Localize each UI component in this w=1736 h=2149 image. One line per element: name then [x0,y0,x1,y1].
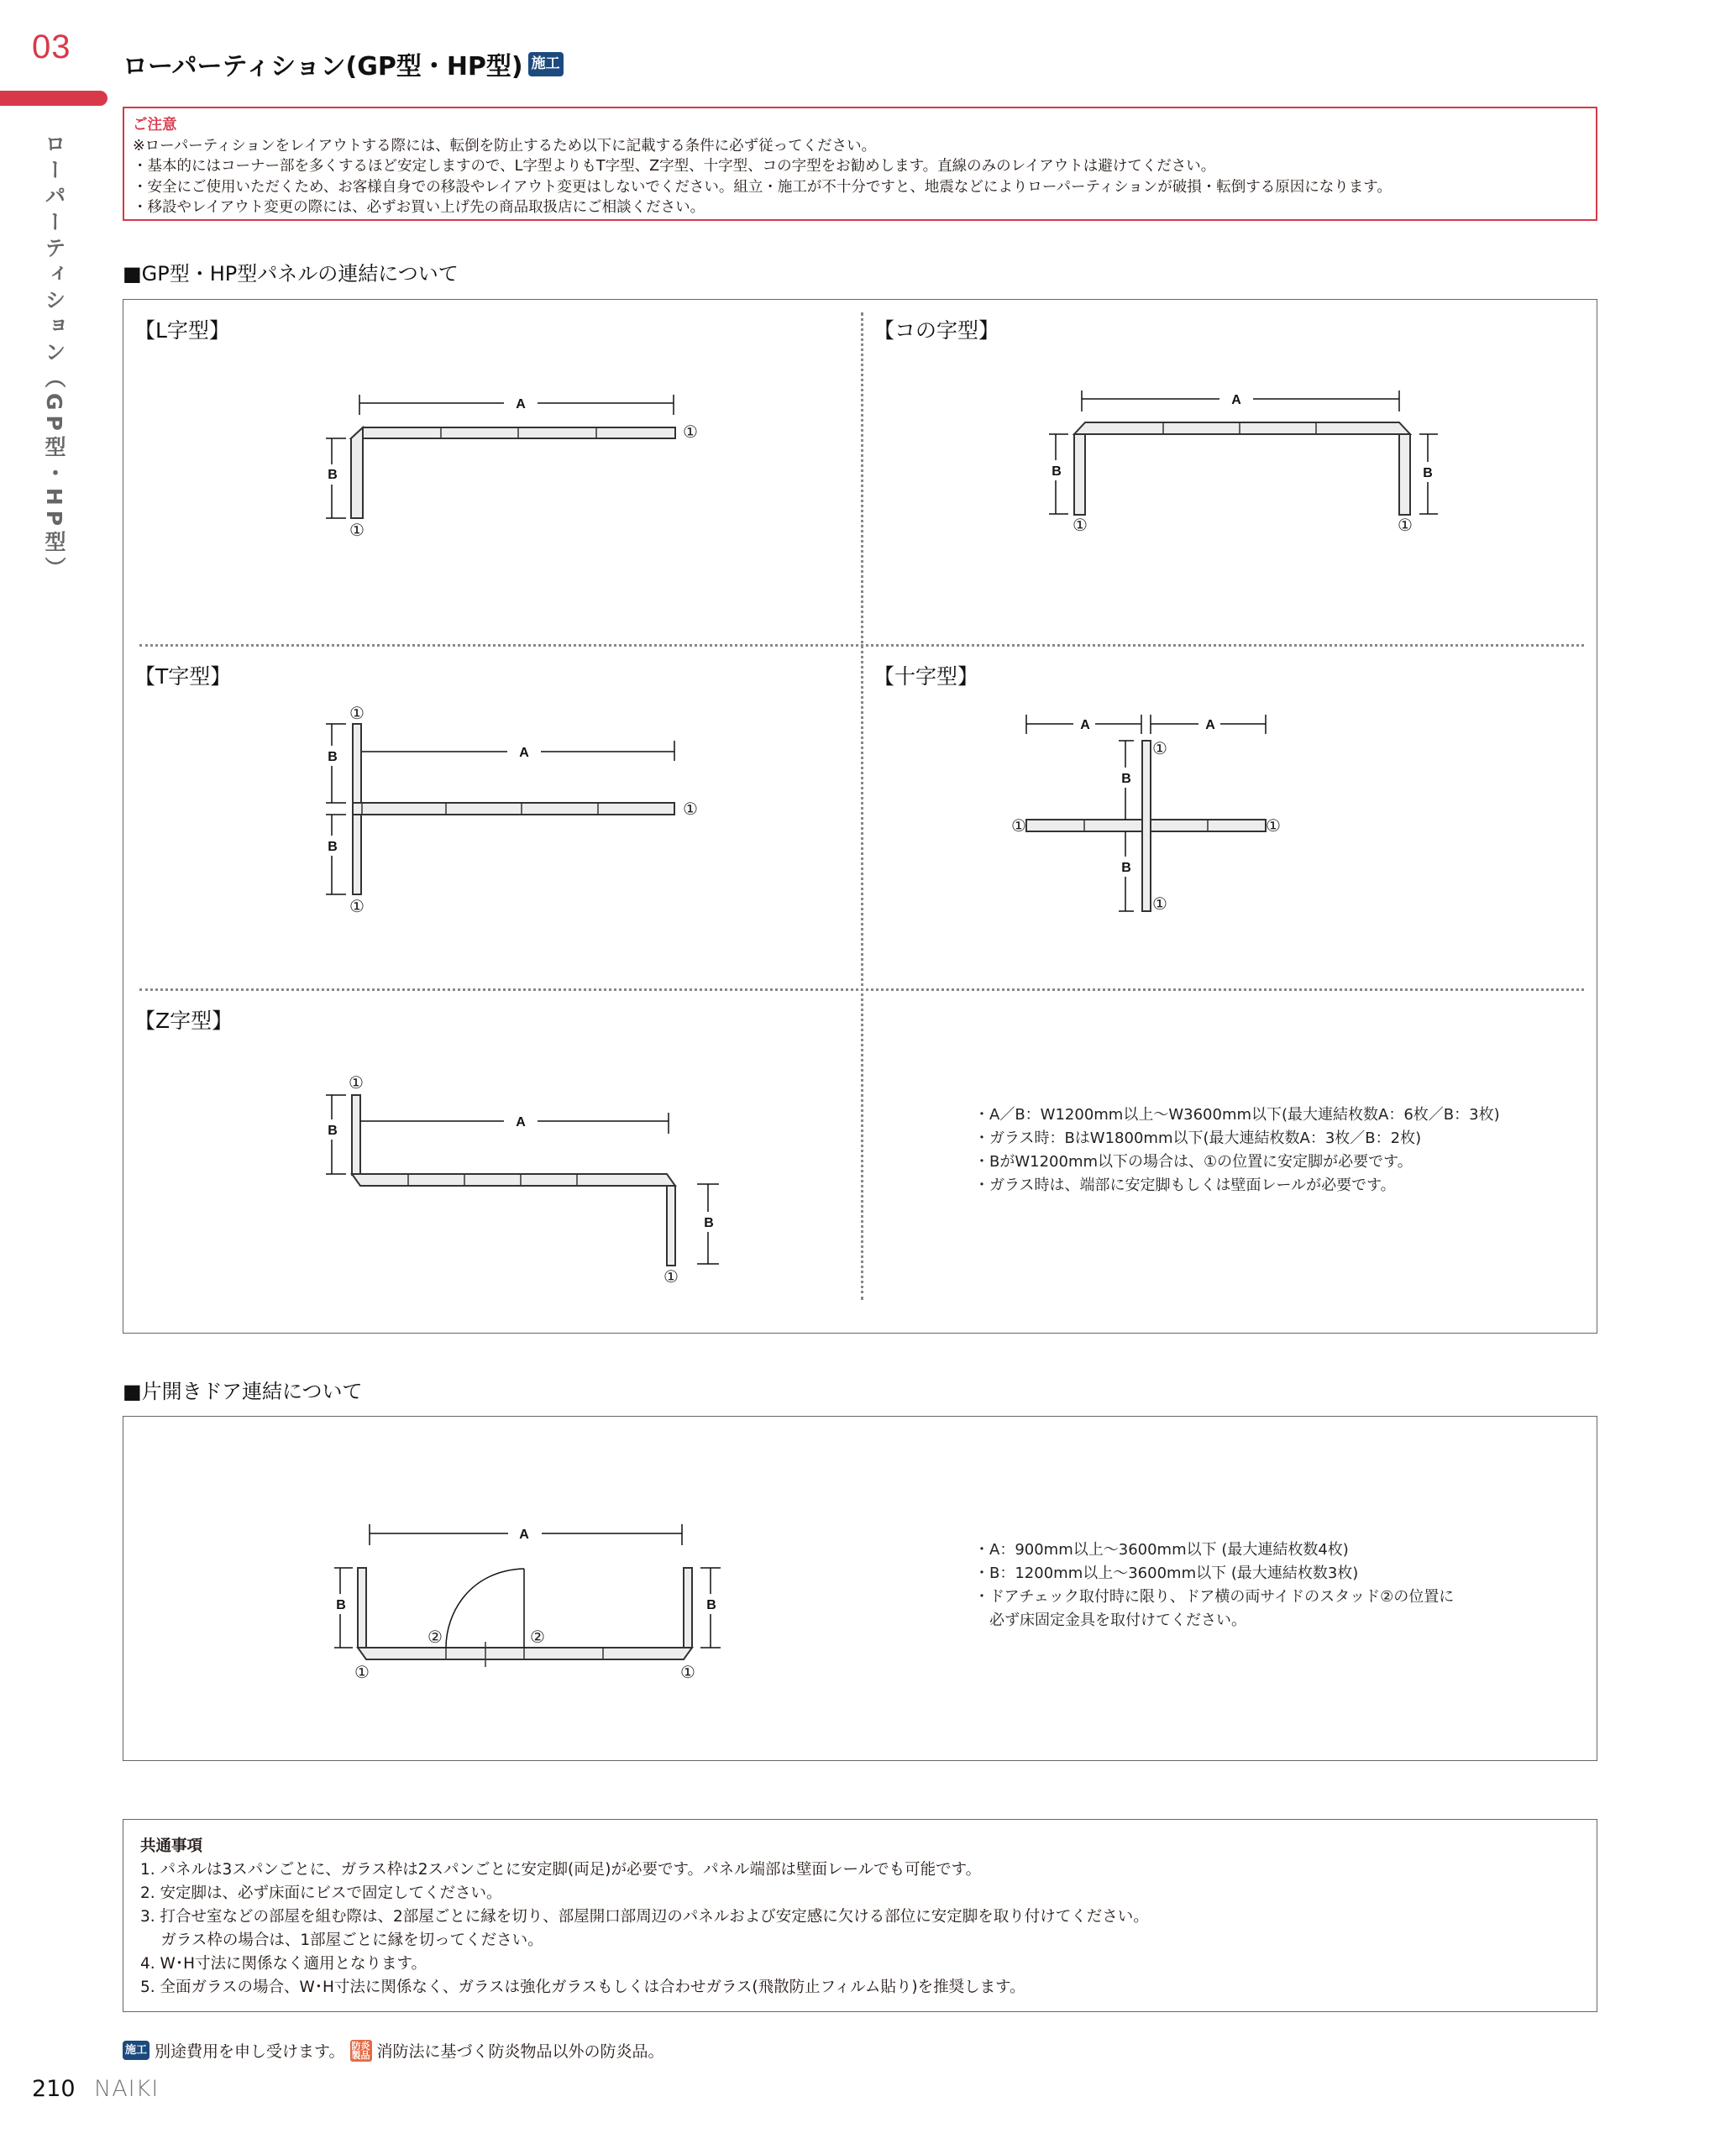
common-item: ガラス枠の場合は、1部屋ごとに縁を切ってください。 [140,1931,543,1949]
dim-label-a: A [516,397,526,411]
dim-label-a: A [1080,718,1090,732]
stabilizer-marker: ① [1152,740,1167,758]
construction-badge-icon: 施工 [528,52,564,76]
stabilizer-marker: ① [663,1268,679,1287]
diagram-l-shape [324,395,698,540]
common-notes-box [123,1819,1597,2012]
diagram-u-shape [1048,390,1438,535]
door-notes [974,1538,1454,1633]
dim-label-b: B [706,1598,716,1612]
dim-label-a: A [519,746,529,760]
dim-label-b: B [328,468,338,482]
stabilizer-marker: ① [1073,516,1088,535]
panel-note: ・ガラス時は、端部に安定脚もしくは壁面レールが必要です。 [974,1177,1396,1194]
dim-label-b: B [1423,466,1433,480]
dim-label-b: B [336,1598,346,1612]
common-item: 3. 打合せ室などの部屋を組む際は、2部屋ごとに縁を切り、部屋開口部周辺のパネルおよび安定感に欠ける部位に安定脚を取り付けてください。 [140,1908,1149,1926]
stabilizer-marker: ① [354,1664,370,1682]
door-note: ・B：1200mm以上〜3600mm以下 (最大連結枚数3枚) [974,1565,1359,1582]
dim-label-b: B [1052,464,1062,479]
stabilizer-marker: ① [349,705,365,723]
common-title: 共通事項 [140,1837,203,1855]
diagram-t-shape [323,705,698,916]
common-item: 1. パネルは3スパンごとに、ガラス枠は2スパンごとに安定脚(両足)が必要です。パネル端部は壁面レールでも可能です。 [140,1861,982,1879]
caution-line: ・安全にご使用いただくため、お客様自身での移設やレイアウト変更はしないでください。組立・施工が不十分ですと、地震などによりローパーティションが破損・転倒する原因になります。 [133,178,1392,196]
stabilizer-marker: ① [349,898,365,916]
dim-label-b: B [328,840,338,854]
dim-label-a: A [516,1115,526,1130]
panel-run [351,427,675,438]
stud-marker: ② [427,1628,443,1647]
stud-marker: ② [530,1628,545,1647]
stabilizer-marker: ① [349,522,365,540]
stabilizer-marker: ① [1266,817,1281,836]
caution-line: ※ローパーティションをレイアウトする際には、転倒を防止するため以下に記載する条件に必ず従ってください。 [133,137,877,155]
page-title-text: ローパーティション(GP型・HP型) [123,52,523,81]
dim-label-b: B [704,1216,714,1230]
badge-line: 防炎 [351,2040,370,2052]
side-title: ローパーティション（GP型・HP型） [42,133,66,584]
stabilizer-marker: ① [1152,895,1167,914]
dim-label-b: B [328,750,338,764]
layout-title-u: 【コの字型】 [873,318,1000,343]
dim-label-b: B [1121,772,1131,786]
badge-line: 製品 [351,2049,370,2061]
common-item: 5. 全面ガラスの場合、W･H寸法に関係なく、ガラスは強化ガラスもしくは合わせガラス(飛散防止フィルム貼り)を推奨します。 [140,1979,1025,1996]
panel-note: ・BがW1200mm以下の場合は、①の位置に安定脚が必要です。 [974,1153,1413,1171]
stabilizer-marker: ① [1011,817,1026,836]
panel-section-heading: ■GP型・HP型パネルの連結について [123,262,459,286]
dim-label-a: A [1231,393,1241,407]
layout-title-t: 【T字型】 [134,664,232,689]
construction-note: 別途費用を申し受けます。 [155,2042,345,2061]
diagram-z-shape [323,1074,719,1287]
stabilizer-marker: ① [683,423,698,442]
door-section-heading: ■片開きドア連結について [123,1380,363,1403]
panel-note: ・ガラス時：BはW1800mm以下(最大連結枚数A：3枚／B：2枚) [974,1130,1422,1147]
layout-title-l: 【L字型】 [134,318,230,343]
panel-notes [974,1103,1500,1198]
construction-badge-icon: 施工 [123,2041,149,2060]
chapter-number: 03 [32,29,71,66]
caution-title: ご注意 [133,117,177,134]
layout-title-cross: 【十字型】 [873,664,979,689]
dim-label-a: A [519,1528,529,1542]
stabilizer-marker: ① [680,1664,695,1682]
caution-line: ・基本的にはコーナー部を多くするほど安定しますので、L字型よりもT字型、Z字型、十字型、コの字型をお勧めします。直線のみのレイアウトは避けてください。 [133,158,1216,175]
dim-label-a: A [1205,718,1215,732]
fire-retardant-badge-icon [350,2040,372,2062]
brand-name: NAIKI [94,2076,160,2102]
layout-title-z: 【Z字型】 [134,1009,233,1033]
diagram-cross-shape [1011,715,1281,914]
page-number: 210 [32,2076,76,2102]
panel-run [351,427,363,518]
footer-legend [123,2039,664,2062]
panel-note: ・A／B：W1200mm以上〜W3600mm以下(最大連結枚数A：6枚／B：3枚) [974,1106,1500,1124]
common-item: 2. 安定脚は、必ず床面にビスで固定してください。 [140,1884,502,1902]
caution-line: ・移設やレイアウト変更の際には、必ずお買い上げ先の商品取扱店にご相談ください。 [133,199,705,216]
door-note: ・ドアチェック取付時に限り、ドア横の両サイドのスタッド②の位置に [974,1588,1455,1606]
stabilizer-marker: ① [683,800,698,819]
stabilizer-marker: ① [1398,516,1413,535]
common-item: 4. W･H寸法に関係なく適用となります。 [140,1955,427,1973]
door-note: ・A：900mm以上〜3600mm以下 (最大連結枚数4枚) [974,1541,1349,1559]
dim-label-b: B [328,1124,338,1138]
door-note: 必ず床固定金具を取付けてください。 [974,1612,1246,1629]
fire-retardant-note: 消防法に基づく防炎物品以外の防炎品。 [376,2042,664,2061]
stabilizer-marker: ① [349,1074,364,1093]
dim-label-b: B [1121,861,1131,875]
